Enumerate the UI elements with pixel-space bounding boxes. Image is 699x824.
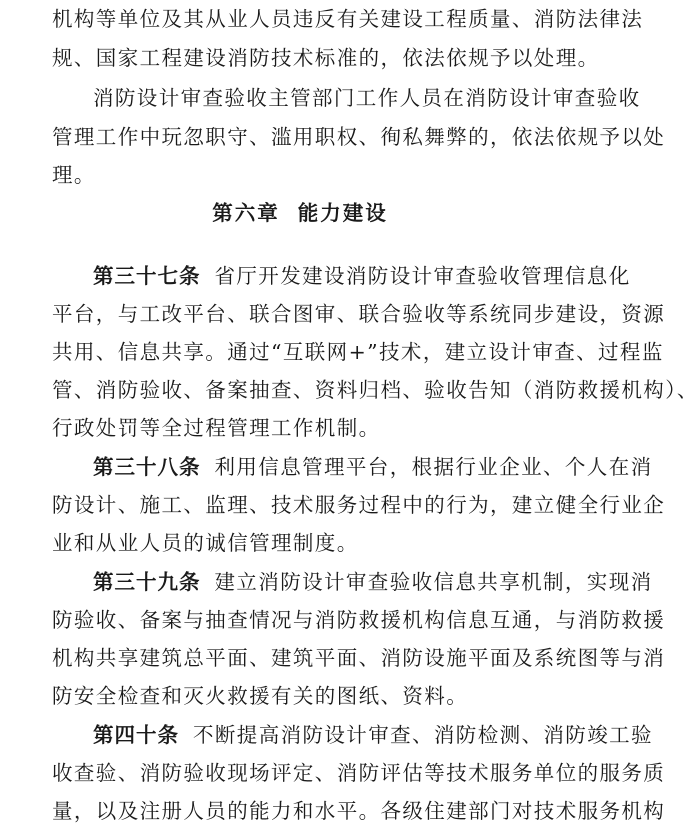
article-39-first-line [93, 569, 653, 595]
article-40-first-line [93, 722, 653, 748]
text-line: 管理工作中玩忽职守、滥用职权、徇私舞弊的，依法依规予以处 [52, 125, 666, 149]
text-line: 业和从业人员的诚信管理制度。 [52, 531, 359, 555]
article-label: 第四十条 [93, 723, 179, 747]
text-line: 防安全检查和灭火救援有关的图纸、资料。 [52, 684, 469, 708]
text-line: 消防设计审查验收主管部门工作人员在消防设计审查验收 [93, 86, 641, 110]
text-line: 机构等单位及其从业人员违反有关建设工程质量、消防法律法 [52, 7, 644, 31]
article-label: 第三十九条 [93, 570, 201, 594]
text-line: 理。 [52, 163, 96, 187]
text-line: 机构共享建筑总平面、建筑平面、消防设施平面及系统图等与消 [52, 646, 666, 670]
text-line: 防设计、施工、监理、技术服务过程中的行为，建立健全行业企 [52, 493, 666, 517]
article-label: 第三十八条 [93, 455, 201, 479]
text-line: 收查验、消防验收现场评定、消防评估等技术服务单位的服务质 [52, 761, 666, 785]
text-line: 防验收、备案与抽查情况与消防救援机构信息互通，与消防救援 [52, 608, 666, 632]
article-label: 第三十七条 [93, 264, 201, 288]
text-line: 建立消防设计审查验收信息共享机制，实现消 [214, 570, 653, 594]
text-line: 不断提高消防设计审查、消防检测、消防竣工验 [193, 723, 653, 747]
article-38-first-line [93, 454, 653, 480]
text-line: 量，以及注册人员的能力和水平。各级住建部门对技术服务机构 [52, 799, 666, 823]
text-line: 省厅开发建设消防设计审查验收管理信息化 [214, 264, 631, 288]
text-line: 行政处罚等全过程管理工作机制。 [52, 416, 381, 440]
chapter-number: 第六章 [212, 201, 280, 225]
text-line: 共用、信息共享。通过“互联网+”技术，建立设计审查、过程监 [52, 340, 664, 364]
text-line: 规、国家工程建设消防技术标准的，依法依规予以处理。 [52, 46, 600, 70]
chapter-heading [0, 196, 600, 226]
text-line: 平台，与工改平台、联合图审、联合验收等系统同步建设，资源 [52, 302, 666, 326]
text-line: 利用信息管理平台，根据行业企业、个人在消 [214, 455, 653, 479]
text-line: 管、消防验收、备案抽查、资料归档、验收告知（消防救援机构）、 [52, 378, 699, 402]
chapter-title: 能力建设 [297, 201, 388, 225]
article-37-first-line [93, 263, 631, 289]
